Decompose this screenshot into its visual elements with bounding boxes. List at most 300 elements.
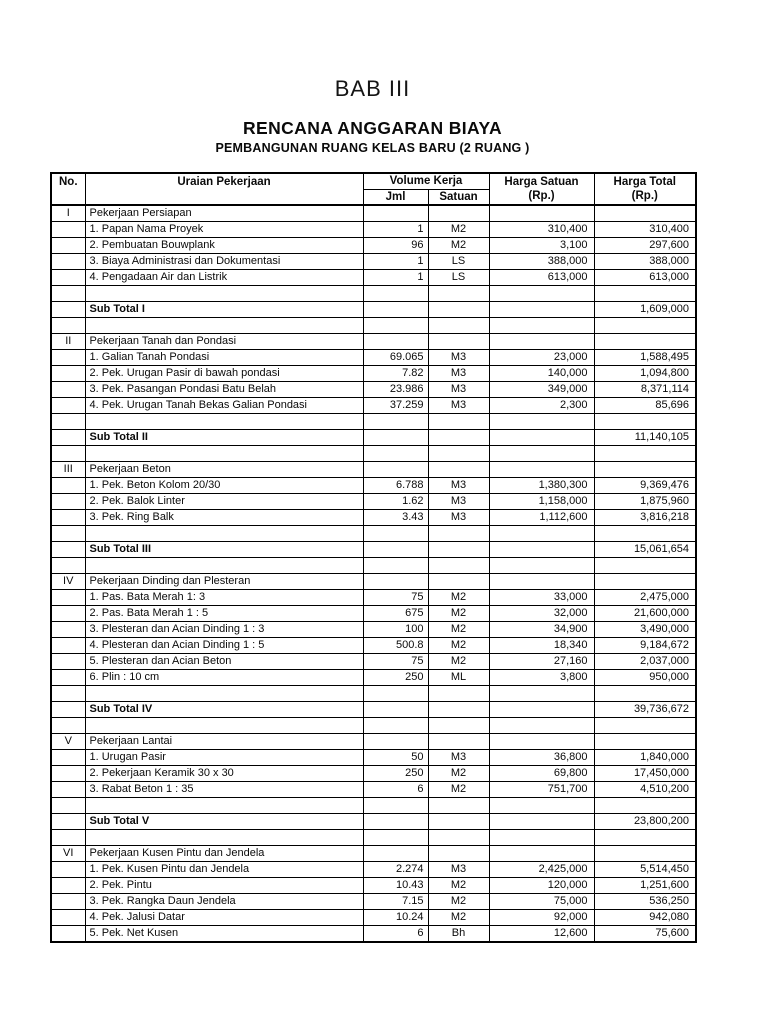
subtotal-row <box>51 813 696 829</box>
cell-jml <box>363 525 428 541</box>
item-row <box>51 781 696 797</box>
cell-harga-total <box>594 557 696 573</box>
cell-harga-satuan <box>489 317 594 333</box>
budget-table <box>50 172 697 943</box>
cell-harga-total: 1,875,960 <box>594 493 696 509</box>
cell-harga-total: 17,450,000 <box>594 765 696 781</box>
cell-harga-total <box>594 733 696 749</box>
budget-table-body <box>51 205 696 942</box>
cell-satuan <box>428 557 489 573</box>
header-no: No. <box>51 173 85 205</box>
item-row <box>51 589 696 605</box>
header-row-1 <box>51 173 696 189</box>
cell-harga-satuan: 2,300 <box>489 397 594 413</box>
cell-jml: 75 <box>363 653 428 669</box>
cell-satuan: Bh <box>428 925 489 942</box>
cell-no <box>51 685 85 701</box>
cell-satuan: M2 <box>428 621 489 637</box>
cell-satuan <box>428 525 489 541</box>
blank-row <box>51 445 696 461</box>
cell-uraian <box>85 525 363 541</box>
cell-satuan <box>428 301 489 317</box>
cell-satuan: M2 <box>428 909 489 925</box>
cell-no <box>51 397 85 413</box>
cell-harga-satuan: 388,000 <box>489 253 594 269</box>
chapter-title: BAB III <box>334 76 411 101</box>
cell-harga-satuan: 18,340 <box>489 637 594 653</box>
cell-satuan: M2 <box>428 765 489 781</box>
cell-harga-satuan <box>489 429 594 445</box>
item-row <box>51 237 696 253</box>
cell-uraian: Pekerjaan Persiapan <box>85 205 363 222</box>
cell-harga-satuan <box>489 813 594 829</box>
cell-jml <box>363 461 428 477</box>
cell-uraian: 6. Plin : 10 cm <box>85 669 363 685</box>
cell-no <box>51 253 85 269</box>
item-row <box>51 637 696 653</box>
header-jml: Jml <box>363 189 428 205</box>
cell-satuan: LS <box>428 269 489 285</box>
cell-no: I <box>51 205 85 222</box>
cell-harga-total: 8,371,114 <box>594 381 696 397</box>
cell-jml: 100 <box>363 621 428 637</box>
blank-row <box>51 285 696 301</box>
cell-no <box>51 749 85 765</box>
cell-harga-satuan <box>489 333 594 349</box>
cell-no <box>51 861 85 877</box>
cell-harga-total <box>594 717 696 733</box>
cell-harga-satuan <box>489 285 594 301</box>
cell-harga-total: 1,251,600 <box>594 877 696 893</box>
cell-harga-total: 3,490,000 <box>594 621 696 637</box>
item-row <box>51 861 696 877</box>
cell-no: III <box>51 461 85 477</box>
cell-harga-satuan: 3,800 <box>489 669 594 685</box>
cell-uraian: Sub Total V <box>85 813 363 829</box>
cell-satuan <box>428 797 489 813</box>
cell-uraian: Sub Total III <box>85 541 363 557</box>
cell-harga-total: 942,080 <box>594 909 696 925</box>
cell-uraian: Pekerjaan Beton <box>85 461 363 477</box>
cell-jml: 500.8 <box>363 637 428 653</box>
cell-uraian: Pekerjaan Tanah dan Pondasi <box>85 333 363 349</box>
subtotal-row <box>51 541 696 557</box>
cell-harga-satuan <box>489 733 594 749</box>
cell-satuan: M2 <box>428 653 489 669</box>
cell-satuan: M2 <box>428 221 489 237</box>
cell-satuan <box>428 845 489 861</box>
cell-harga-total: 536,250 <box>594 893 696 909</box>
cell-jml: 37.259 <box>363 397 428 413</box>
cell-satuan <box>428 733 489 749</box>
cell-no <box>51 509 85 525</box>
cell-uraian <box>85 317 363 333</box>
cell-no <box>51 653 85 669</box>
cell-no <box>51 669 85 685</box>
cell-uraian <box>85 797 363 813</box>
cell-uraian: 1. Papan Nama Proyek <box>85 221 363 237</box>
cell-satuan: M3 <box>428 749 489 765</box>
cell-harga-total: 1,609,000 <box>594 301 696 317</box>
cell-no <box>51 445 85 461</box>
cell-harga-satuan: 2,425,000 <box>489 861 594 877</box>
cell-harga-total: 4,510,200 <box>594 781 696 797</box>
cell-jml <box>363 205 428 222</box>
cell-harga-total: 1,840,000 <box>594 749 696 765</box>
cell-harga-total: 3,816,218 <box>594 509 696 525</box>
cell-harga-total: 23,800,200 <box>594 813 696 829</box>
cell-harga-total: 85,696 <box>594 397 696 413</box>
cell-harga-satuan <box>489 461 594 477</box>
cell-harga-satuan <box>489 829 594 845</box>
cell-harga-satuan <box>489 717 594 733</box>
cell-no <box>51 237 85 253</box>
cell-harga-satuan: 92,000 <box>489 909 594 925</box>
cell-jml <box>363 685 428 701</box>
cell-uraian: 3. Pek. Rangka Daun Jendela <box>85 893 363 909</box>
cell-satuan: M3 <box>428 493 489 509</box>
cell-satuan <box>428 813 489 829</box>
cell-satuan <box>428 333 489 349</box>
cell-harga-total: 21,600,000 <box>594 605 696 621</box>
cell-satuan: M2 <box>428 589 489 605</box>
cell-jml: 69.065 <box>363 349 428 365</box>
cell-jml: 96 <box>363 237 428 253</box>
cell-uraian: 2. Pek. Balok Linter <box>85 493 363 509</box>
cell-jml: 250 <box>363 765 428 781</box>
cell-satuan <box>428 445 489 461</box>
cell-harga-total: 15,061,654 <box>594 541 696 557</box>
cell-jml <box>363 301 428 317</box>
cell-no <box>51 829 85 845</box>
cell-no <box>51 797 85 813</box>
cell-harga-satuan <box>489 301 594 317</box>
cell-uraian: Pekerjaan Dinding dan Plesteran <box>85 573 363 589</box>
cell-uraian: 1. Pek. Kusen Pintu dan Jendela <box>85 861 363 877</box>
cell-satuan: M2 <box>428 781 489 797</box>
cell-no <box>51 781 85 797</box>
cell-harga-total: 9,369,476 <box>594 477 696 493</box>
cell-satuan <box>428 413 489 429</box>
subtotal-row <box>51 429 696 445</box>
cell-harga-satuan <box>489 541 594 557</box>
cell-satuan: M2 <box>428 637 489 653</box>
cell-uraian: 2. Pek. Pintu <box>85 877 363 893</box>
cell-harga-satuan <box>489 685 594 701</box>
cell-jml: 1 <box>363 269 428 285</box>
cell-harga-satuan: 69,800 <box>489 765 594 781</box>
cell-jml: 3.43 <box>363 509 428 525</box>
cell-jml <box>363 285 428 301</box>
cell-harga-total: 310,400 <box>594 221 696 237</box>
cell-jml <box>363 717 428 733</box>
cell-harga-satuan: 613,000 <box>489 269 594 285</box>
item-row <box>51 381 696 397</box>
cell-satuan: M2 <box>428 877 489 893</box>
cell-harga-satuan: 36,800 <box>489 749 594 765</box>
cell-harga-total: 297,600 <box>594 237 696 253</box>
blank-row <box>51 525 696 541</box>
cell-jml <box>363 557 428 573</box>
cell-satuan <box>428 429 489 445</box>
cell-satuan <box>428 541 489 557</box>
cell-no <box>51 909 85 925</box>
cell-satuan: M2 <box>428 893 489 909</box>
cell-harga-total: 5,514,450 <box>594 861 696 877</box>
cell-jml <box>363 413 428 429</box>
cell-satuan <box>428 573 489 589</box>
cell-harga-satuan: 1,112,600 <box>489 509 594 525</box>
cell-uraian: 5. Plesteran dan Acian Beton <box>85 653 363 669</box>
cell-no <box>51 589 85 605</box>
cell-no: VI <box>51 845 85 861</box>
cell-no: IV <box>51 573 85 589</box>
cell-harga-total: 950,000 <box>594 669 696 685</box>
cell-jml <box>363 701 428 717</box>
cell-no <box>51 269 85 285</box>
cell-uraian: Sub Total II <box>85 429 363 445</box>
cell-harga-satuan: 140,000 <box>489 365 594 381</box>
cell-uraian: 1. Urugan Pasir <box>85 749 363 765</box>
cell-uraian: 2. Pembuatan Bouwplank <box>85 237 363 253</box>
cell-jml <box>363 733 428 749</box>
cell-no <box>51 429 85 445</box>
cell-jml: 1 <box>363 221 428 237</box>
item-row <box>51 253 696 269</box>
cell-harga-satuan: 23,000 <box>489 349 594 365</box>
cell-uraian: 3. Pek. Pasangan Pondasi Batu Belah <box>85 381 363 397</box>
cell-no <box>51 893 85 909</box>
cell-harga-total <box>594 205 696 222</box>
cell-harga-satuan: 120,000 <box>489 877 594 893</box>
cell-no <box>51 317 85 333</box>
cell-jml: 6.788 <box>363 477 428 493</box>
cell-uraian <box>85 285 363 301</box>
cell-harga-satuan: 349,000 <box>489 381 594 397</box>
item-row <box>51 221 696 237</box>
cell-harga-total: 75,600 <box>594 925 696 942</box>
cell-jml <box>363 829 428 845</box>
cell-uraian: Sub Total I <box>85 301 363 317</box>
cell-harga-satuan: 27,160 <box>489 653 594 669</box>
cell-jml <box>363 333 428 349</box>
cell-harga-total: 39,736,672 <box>594 701 696 717</box>
cell-uraian: Pekerjaan Lantai <box>85 733 363 749</box>
cell-no <box>51 525 85 541</box>
item-row <box>51 877 696 893</box>
cell-jml: 7.15 <box>363 893 428 909</box>
cell-harga-total <box>594 829 696 845</box>
cell-uraian: 4. Pek. Urugan Tanah Bekas Galian Pondasi <box>85 397 363 413</box>
cell-uraian: Pekerjaan Kusen Pintu dan Jendela <box>85 845 363 861</box>
cell-harga-total: 613,000 <box>594 269 696 285</box>
cell-uraian: 3. Plesteran dan Acian Dinding 1 : 3 <box>85 621 363 637</box>
cell-no <box>51 301 85 317</box>
cell-uraian: 2. Pekerjaan Keramik 30 x 30 <box>85 765 363 781</box>
cell-satuan: M3 <box>428 477 489 493</box>
cell-harga-total: 11,140,105 <box>594 429 696 445</box>
item-row <box>51 653 696 669</box>
header-harga-total <box>594 173 696 205</box>
cell-no <box>51 493 85 509</box>
cell-no <box>51 605 85 621</box>
cell-harga-satuan <box>489 845 594 861</box>
cell-no <box>51 413 85 429</box>
cell-satuan: M2 <box>428 605 489 621</box>
cell-harga-total <box>594 797 696 813</box>
item-row <box>51 477 696 493</box>
cell-harga-total <box>594 573 696 589</box>
cell-harga-satuan <box>489 413 594 429</box>
item-row <box>51 669 696 685</box>
item-row <box>51 749 696 765</box>
cell-jml: 6 <box>363 925 428 942</box>
blank-row <box>51 685 696 701</box>
cell-satuan <box>428 461 489 477</box>
cell-jml: 675 <box>363 605 428 621</box>
cell-no: V <box>51 733 85 749</box>
cell-no <box>51 813 85 829</box>
blank-row <box>51 797 696 813</box>
cell-harga-satuan: 310,400 <box>489 221 594 237</box>
cell-no <box>51 621 85 637</box>
cell-uraian <box>85 413 363 429</box>
cell-satuan <box>428 205 489 222</box>
blank-row <box>51 829 696 845</box>
cell-harga-total <box>594 285 696 301</box>
cell-no <box>51 557 85 573</box>
cell-jml <box>363 429 428 445</box>
cell-satuan: ML <box>428 669 489 685</box>
cell-harga-satuan: 32,000 <box>489 605 594 621</box>
cell-harga-total: 9,184,672 <box>594 637 696 653</box>
page-subtitle: PEMBANGUNAN RUANG KELAS BARU (2 RUANG ) <box>215 141 530 155</box>
item-row <box>51 269 696 285</box>
cell-harga-satuan: 75,000 <box>489 893 594 909</box>
cell-jml: 6 <box>363 781 428 797</box>
section-row <box>51 845 696 861</box>
cell-uraian <box>85 717 363 733</box>
cell-harga-total: 2,037,000 <box>594 653 696 669</box>
header-harga-satuan-unit: (Rp.) <box>528 190 555 202</box>
cell-harga-satuan <box>489 701 594 717</box>
cell-harga-satuan: 1,380,300 <box>489 477 594 493</box>
cell-harga-total <box>594 413 696 429</box>
item-row <box>51 493 696 509</box>
cell-satuan <box>428 829 489 845</box>
header-uraian-pekerjaan: Uraian Pekerjaan <box>85 173 363 205</box>
page-title: RENCANA ANGGARAN BIAYA <box>242 118 502 138</box>
cell-satuan: LS <box>428 253 489 269</box>
cell-uraian: 2. Pek. Urugan Pasir di bawah pondasi <box>85 365 363 381</box>
section-row <box>51 205 696 222</box>
cell-satuan: M3 <box>428 397 489 413</box>
cell-uraian <box>85 557 363 573</box>
cell-no <box>51 221 85 237</box>
cell-harga-total <box>594 333 696 349</box>
cell-harga-satuan: 3,100 <box>489 237 594 253</box>
cell-harga-satuan <box>489 445 594 461</box>
cell-satuan: M3 <box>428 861 489 877</box>
cell-uraian <box>85 829 363 845</box>
cell-uraian <box>85 445 363 461</box>
cell-uraian <box>85 685 363 701</box>
cell-jml: 10.24 <box>363 909 428 925</box>
header-harga-total-label: Harga Total <box>613 176 676 188</box>
cell-harga-total: 1,094,800 <box>594 365 696 381</box>
cell-no <box>51 877 85 893</box>
cell-satuan: M3 <box>428 365 489 381</box>
cell-harga-satuan: 33,000 <box>489 589 594 605</box>
item-row <box>51 349 696 365</box>
cell-satuan: M3 <box>428 349 489 365</box>
item-row <box>51 925 696 942</box>
section-row <box>51 461 696 477</box>
cell-satuan <box>428 717 489 733</box>
cell-jml: 1 <box>363 253 428 269</box>
cell-jml <box>363 445 428 461</box>
cell-satuan: M2 <box>428 237 489 253</box>
blank-row <box>51 717 696 733</box>
cell-jml <box>363 541 428 557</box>
cell-no: II <box>51 333 85 349</box>
cell-uraian: 5. Pek. Net Kusen <box>85 925 363 942</box>
item-row <box>51 365 696 381</box>
cell-uraian: 3. Pek. Ring Balk <box>85 509 363 525</box>
cell-harga-satuan: 12,600 <box>489 925 594 942</box>
section-row <box>51 333 696 349</box>
section-row <box>51 733 696 749</box>
cell-harga-satuan <box>489 557 594 573</box>
header-harga-satuan-label: Harga Satuan <box>504 176 579 188</box>
cell-uraian: Sub Total IV <box>85 701 363 717</box>
cell-jml: 75 <box>363 589 428 605</box>
cell-no <box>51 477 85 493</box>
cell-jml <box>363 573 428 589</box>
blank-row <box>51 557 696 573</box>
cell-no <box>51 701 85 717</box>
cell-jml <box>363 317 428 333</box>
item-row <box>51 509 696 525</box>
cell-jml: 7.82 <box>363 365 428 381</box>
cell-jml <box>363 813 428 829</box>
cell-uraian: 4. Pek. Jalusi Datar <box>85 909 363 925</box>
cell-jml: 2.274 <box>363 861 428 877</box>
item-row <box>51 605 696 621</box>
subtotal-row <box>51 301 696 317</box>
cell-uraian: 3. Biaya Administrasi dan Dokumentasi <box>85 253 363 269</box>
cell-jml: 50 <box>363 749 428 765</box>
cell-harga-total <box>594 445 696 461</box>
subtotal-row <box>51 701 696 717</box>
cell-harga-total: 2,475,000 <box>594 589 696 605</box>
cell-no <box>51 925 85 942</box>
blank-row <box>51 317 696 333</box>
cell-no <box>51 365 85 381</box>
cell-satuan <box>428 685 489 701</box>
cell-uraian: 2. Pas. Bata Merah 1 : 5 <box>85 605 363 621</box>
cell-satuan: M3 <box>428 381 489 397</box>
item-row <box>51 621 696 637</box>
cell-harga-total <box>594 685 696 701</box>
header-satuan: Satuan <box>428 189 489 205</box>
cell-harga-total <box>594 317 696 333</box>
cell-uraian: 3. Rabat Beton 1 : 35 <box>85 781 363 797</box>
cell-harga-satuan: 34,900 <box>489 621 594 637</box>
cell-harga-satuan <box>489 573 594 589</box>
cell-satuan <box>428 317 489 333</box>
cell-uraian: 1. Galian Tanah Pondasi <box>85 349 363 365</box>
